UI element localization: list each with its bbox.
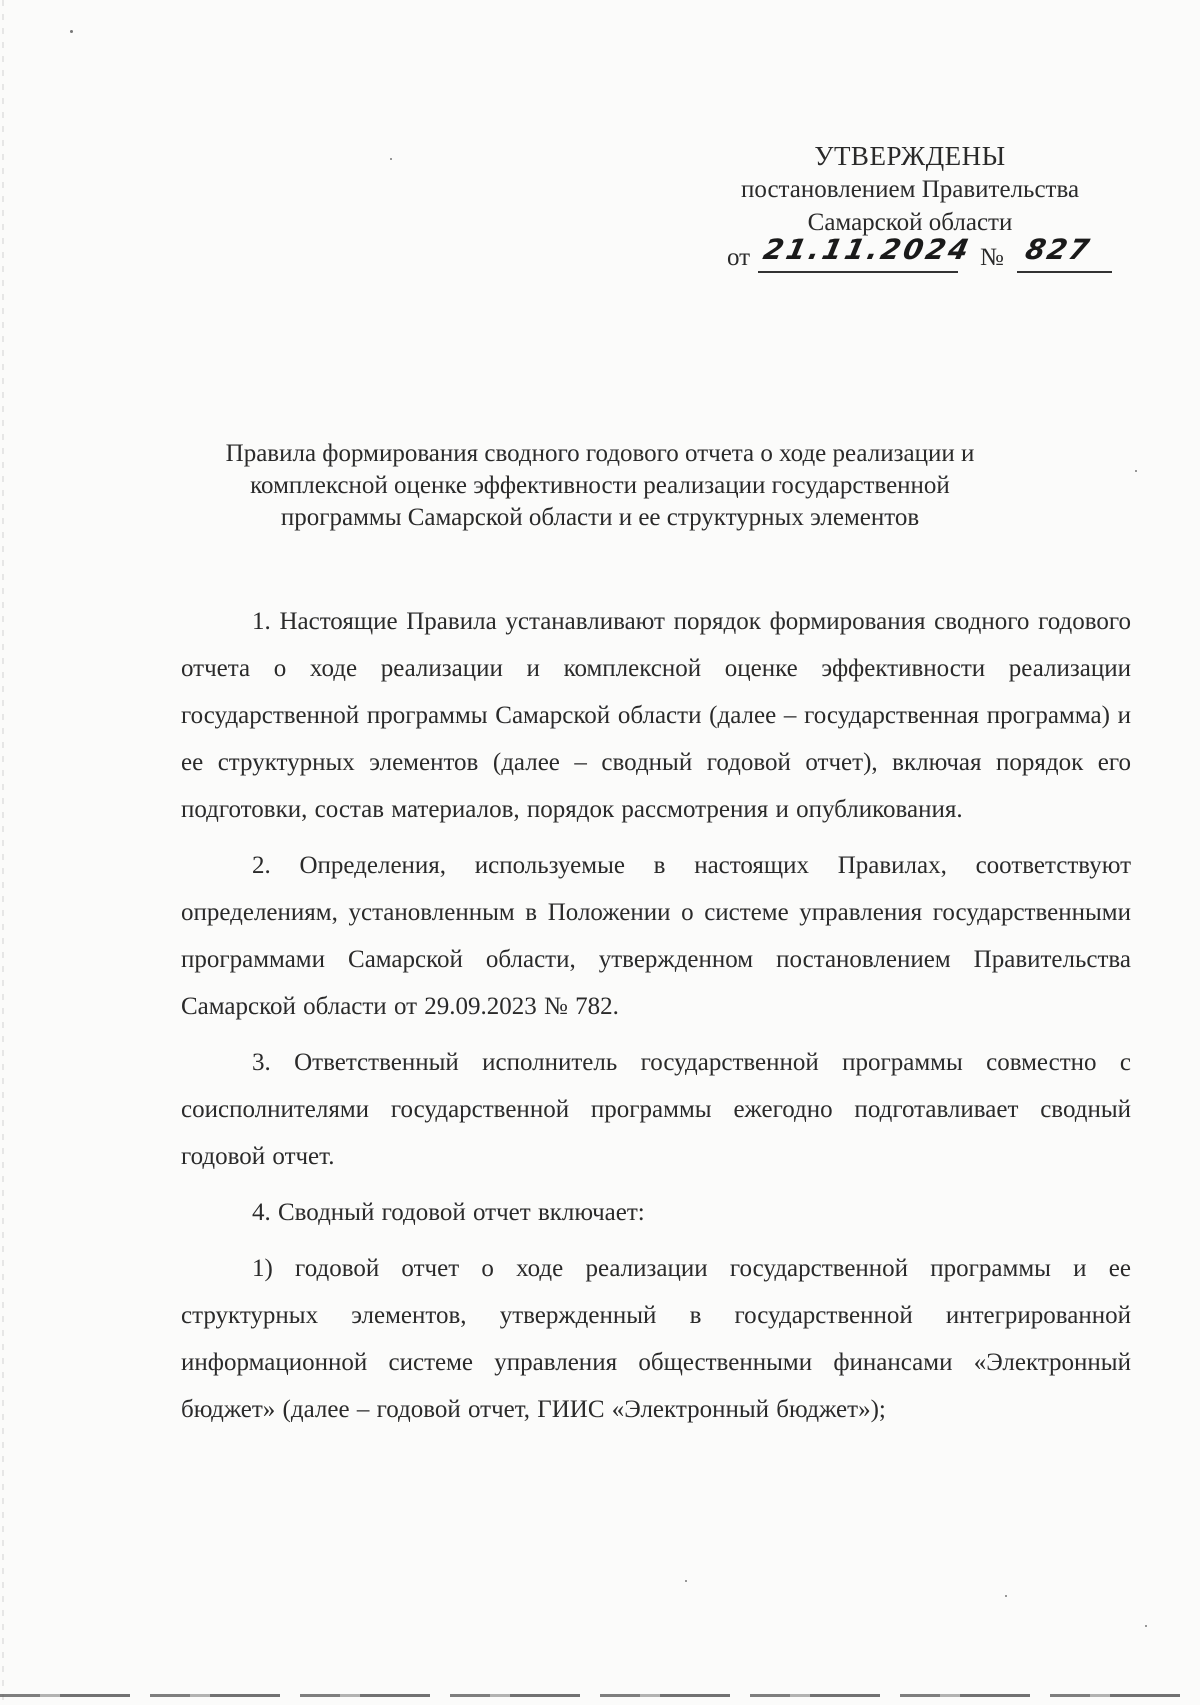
document-body	[181, 598, 1131, 1442]
scan-speck	[685, 1580, 687, 1582]
scan-speck	[70, 30, 73, 33]
handwritten-number: 827	[1022, 233, 1094, 266]
date-underline	[758, 271, 958, 273]
scan-speck	[1005, 1595, 1007, 1597]
paragraph-5: 1) годовой отчет о ходе реализации государственной программы и ее структурных элементов, утвержденный в государственной интегрированной информационной системе управления общественными финансами «Электронный бюджет» (далее – годовой отчет, ГИИС «Электронный бюджет»);	[181, 1255, 1131, 1423]
approval-line-1: постановлением Правительства	[740, 176, 1080, 203]
scan-left-edge	[2, 0, 4, 1705]
document-title	[180, 438, 1020, 534]
approval-heading: УТВЕРЖДЕНЫ	[814, 141, 1006, 171]
scan-speck	[1145, 1625, 1147, 1627]
approval-date-row	[700, 233, 1120, 277]
scan-speck	[1135, 470, 1137, 472]
scan-speck	[390, 158, 392, 160]
handwritten-date: 21.11.2024	[760, 233, 975, 266]
paragraph-2: 2. Определения, используемые в настоящих Правилах, соответствуют определениям, установленным в Положении о системе управления государственными программами Самарской области, утвержденном постановлением Правительства Самарской области от 29.09.2023 № 782.	[181, 852, 1131, 1020]
approval-line-2: Самарской области	[807, 209, 1013, 236]
number-prefix: №	[980, 244, 1004, 271]
number-underline	[1017, 271, 1112, 273]
paragraph-4: 4. Сводный годовой отчет включает:	[252, 1199, 645, 1226]
title-line-1: Правила формирования сводного годового отчета о ходе реализации и	[225, 440, 975, 467]
title-line-2: комплексной оценке эффективности реализации государственной	[250, 472, 950, 499]
date-prefix: от	[727, 244, 751, 271]
approval-stamp-block	[700, 140, 1120, 277]
scan-bottom-edge	[0, 1694, 1200, 1697]
paragraph-3: 3. Ответственный исполнитель государственной программы совместно с соисполнителями государственной программы ежегодно подготавливает сводный годовой отчет.	[181, 1049, 1131, 1170]
title-line-3: программы Самарской области и ее структурных элементов	[280, 504, 920, 531]
paragraph-1: 1. Настоящие Правила устанавливают порядок формирования сводного годового отчета о ходе реализации и комплексной оценке эффективности реализации государственной программы Самарской области (далее – государственная программа) и ее структурных элементов (далее – сводный годовой отчет), включая порядок его подготовки, состав материалов, порядок рассмотрения и опубликования.	[181, 608, 1131, 823]
